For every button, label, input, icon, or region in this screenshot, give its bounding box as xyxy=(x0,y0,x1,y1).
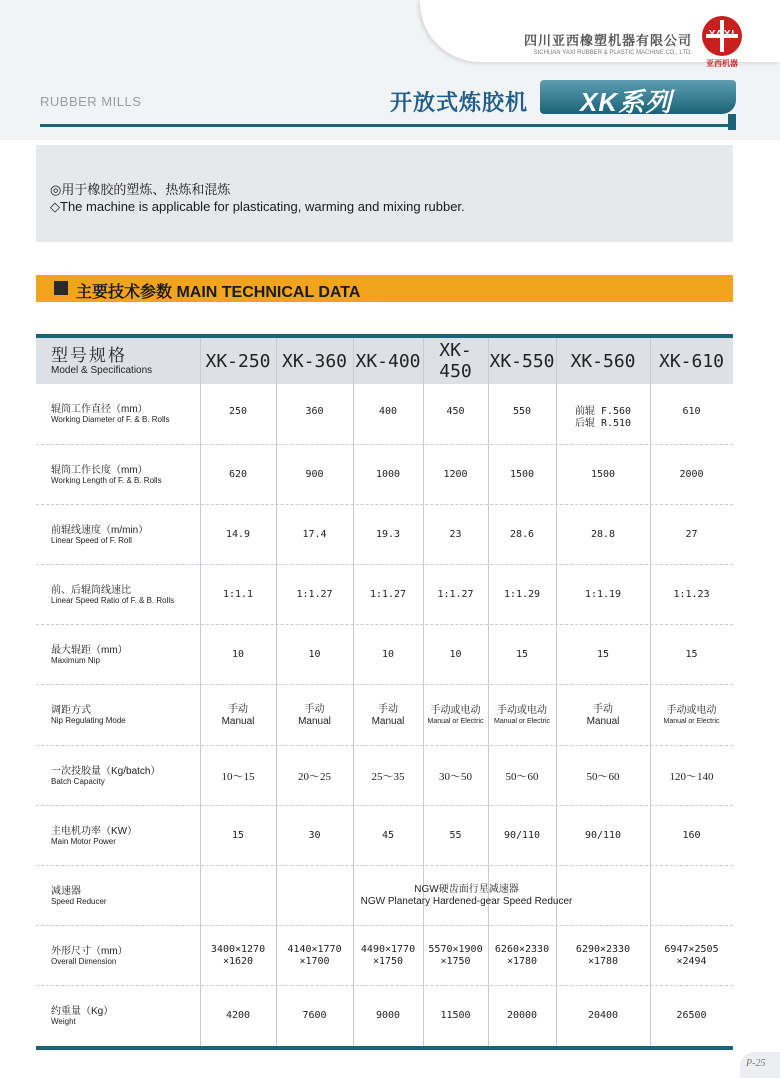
value-en: Manual xyxy=(371,715,405,727)
value-cell xyxy=(276,746,353,806)
value: 160 xyxy=(682,830,701,841)
logo-caption: 亚西机器 xyxy=(706,59,738,68)
value-cn: 手动或电动 xyxy=(497,705,547,716)
company-name xyxy=(500,30,692,56)
value-cell xyxy=(353,625,423,685)
merged-cell-en: NGW Planetary Hardened-gear Speed Reducer xyxy=(360,896,573,907)
value: 15 xyxy=(596,649,610,660)
value-cell xyxy=(353,986,423,1046)
value-cell xyxy=(353,806,423,866)
value: 550 xyxy=(512,406,532,417)
model-header-cell: XK-610 xyxy=(658,350,725,372)
value-cell xyxy=(353,926,423,986)
model-header-cell: XK-250 xyxy=(205,350,271,372)
header-label-cell xyxy=(36,338,200,384)
value-cell xyxy=(276,384,353,445)
value-cell xyxy=(423,926,488,986)
value: 15 xyxy=(685,649,698,660)
page-title: 开放式炼胶机 xyxy=(390,90,529,115)
value: 28.6 xyxy=(509,529,535,540)
value-cell xyxy=(423,685,488,746)
value: 26500 xyxy=(676,1010,707,1021)
value: 1:1.23 xyxy=(673,589,710,600)
value-cn: 手动或电动 xyxy=(430,705,481,716)
value-cn: 手动 xyxy=(228,703,248,715)
value: 1500 xyxy=(590,469,616,480)
value: 55 xyxy=(449,830,462,841)
value: 2000 xyxy=(679,469,704,480)
value-cell xyxy=(488,926,556,986)
value: 10～15 xyxy=(221,771,255,783)
merged-cell-cn: NGW硬齿面行星减速器 xyxy=(414,884,519,895)
value-cell xyxy=(650,926,733,986)
value-cell xyxy=(650,505,733,565)
section-label: RUBBER MILLS xyxy=(40,94,142,109)
dimension-line2: ×1620 xyxy=(222,956,254,967)
logo-text: YAXI xyxy=(708,29,736,40)
row-label-cn: 减速器 xyxy=(51,886,81,897)
value-cell xyxy=(650,565,733,625)
row-label-en: Maximum Nip xyxy=(51,656,100,665)
value: 10 xyxy=(308,649,321,660)
value-cell xyxy=(200,505,276,565)
value-cell xyxy=(276,445,353,505)
value-cell xyxy=(556,746,650,806)
value: 1:1.29 xyxy=(503,589,541,600)
value-cell xyxy=(423,625,488,685)
value-cell xyxy=(556,384,650,445)
value-cell xyxy=(650,685,733,746)
value: 14.9 xyxy=(225,529,251,540)
value-cell xyxy=(488,986,556,1046)
value-cell xyxy=(556,926,650,986)
value: 27 xyxy=(685,529,698,540)
value: 30 xyxy=(308,830,321,841)
value-cell xyxy=(488,565,556,625)
row-label-cn: 前辊线速度（m/min） xyxy=(51,525,149,536)
dimension-line1: 6290×2330 xyxy=(575,944,631,955)
row-label-cn: 前、后辊筒线速比 xyxy=(51,585,131,596)
header-label-en: Model & Specifications xyxy=(51,364,153,376)
row-label-en: Nip Regulating Mode xyxy=(51,716,126,725)
intro-line-en: ◇The machine is applicable for plasticating, warming and mixing rubber. xyxy=(50,199,465,214)
value-cell xyxy=(556,685,650,746)
row-label-en: Linear Speed Ratio of F. & B. Rolls xyxy=(51,596,175,605)
value-cell xyxy=(353,384,423,445)
value: 20～25 xyxy=(298,771,331,783)
dimension-line2: ×1780 xyxy=(506,956,538,967)
value: 4200 xyxy=(225,1010,251,1021)
value: 10 xyxy=(231,649,245,660)
intro-box xyxy=(36,145,733,242)
square-bullet-icon xyxy=(54,281,68,295)
section-title: 主要技术参数 MAIN TECHNICAL DATA xyxy=(76,284,361,301)
row-label-cn: 外形尺寸（mm） xyxy=(51,946,128,957)
value-en: Manual or Electric xyxy=(663,718,720,725)
model-header-cell: XK-550 xyxy=(489,350,555,372)
value: 17.4 xyxy=(302,529,327,540)
header-label-cn: 型号规格 xyxy=(51,345,127,365)
row-label-en: Overall Dimension xyxy=(51,957,117,966)
value: 450 xyxy=(446,406,465,417)
row-label-cn: 调距方式 xyxy=(51,705,91,716)
row-label xyxy=(51,525,148,545)
page-number-tab xyxy=(740,1052,780,1078)
value: 前辊 F.560 xyxy=(574,406,632,417)
value-cell xyxy=(488,384,556,445)
value: 1:1.27 xyxy=(296,589,333,600)
value-cell xyxy=(488,746,556,806)
row-label-cn: 辊筒工作长度（mm） xyxy=(51,465,148,476)
merged-cell xyxy=(200,866,733,926)
company-logo xyxy=(702,16,742,56)
intro-line-cn: ◎用于橡胶的塑炼、热炼和混炼 xyxy=(50,182,231,197)
page-number: P-25 xyxy=(746,1058,766,1069)
value-cn: 手动或电动 xyxy=(666,705,717,716)
value-cell xyxy=(650,384,733,445)
dimension-line2: ×1700 xyxy=(299,956,330,967)
value: 50～60 xyxy=(505,771,539,783)
value: 28.8 xyxy=(590,529,616,540)
value-cell xyxy=(556,505,650,565)
value-cell xyxy=(488,505,556,565)
table-bottom-bar xyxy=(36,1046,733,1050)
value: 20000 xyxy=(506,1010,538,1021)
value: 400 xyxy=(378,406,398,417)
value: 1:1.27 xyxy=(437,589,474,600)
row-label xyxy=(51,1006,113,1026)
value-cell xyxy=(556,445,650,505)
header-rule-end xyxy=(728,114,736,130)
value-en: Manual xyxy=(298,715,331,727)
value-en: Manual xyxy=(221,715,255,727)
value-cell xyxy=(353,746,423,806)
value-cell xyxy=(423,746,488,806)
value-cell xyxy=(276,625,353,685)
model-header-cell: XK-450 xyxy=(439,340,472,382)
model-header-cell: XK-560 xyxy=(570,350,636,372)
value-cell xyxy=(488,806,556,866)
series-label: XK系列 xyxy=(580,87,673,117)
value: 11500 xyxy=(440,1010,471,1021)
value: 10 xyxy=(449,649,462,660)
dimension-line2: ×2494 xyxy=(676,956,707,967)
value-cn: 手动 xyxy=(304,703,325,715)
value-cell xyxy=(353,685,423,746)
value-cell xyxy=(276,685,353,746)
value-cell xyxy=(353,565,423,625)
company-name-en: SICHUAN YAXI RUBBER & PLASTIC MACHINE CO., LTD. xyxy=(533,50,692,56)
value-extra: 后辊 R.510 xyxy=(574,418,632,429)
header-rule xyxy=(40,124,736,127)
value-en: Manual or Electric xyxy=(427,718,484,725)
value-cn: 手动 xyxy=(378,703,398,715)
row-label-cn: 主电机功率（KW） xyxy=(51,826,138,837)
value: 120～140 xyxy=(669,771,714,783)
row-label-en: Main Motor Power xyxy=(51,837,116,846)
row-label xyxy=(51,705,126,725)
value-cell xyxy=(423,565,488,625)
dimension-line2: ×1780 xyxy=(587,956,619,967)
value-cell xyxy=(423,986,488,1046)
value: 45 xyxy=(381,830,395,841)
value-en: Manual xyxy=(586,715,620,727)
row-label xyxy=(51,465,162,485)
dimension-line1: 4490×1770 xyxy=(360,944,416,955)
dimension-line2: ×1750 xyxy=(372,956,404,967)
value-cell xyxy=(200,625,276,685)
value: 15 xyxy=(515,649,529,660)
value: 1:1.1 xyxy=(222,589,254,600)
value-cell xyxy=(353,505,423,565)
row-label xyxy=(51,946,128,966)
value-cell xyxy=(488,445,556,505)
value: 1500 xyxy=(509,469,535,480)
value-cell xyxy=(488,685,556,746)
dimension-line2: ×1750 xyxy=(440,956,471,967)
value: 15 xyxy=(231,830,245,841)
dimension-line1: 6947×2505 xyxy=(664,944,719,955)
value: 1:1.27 xyxy=(369,589,407,600)
row-label-cn: 最大辊距（mm） xyxy=(51,645,128,656)
value-cell xyxy=(650,986,733,1046)
value: 50～60 xyxy=(586,771,620,783)
company-name-cn: 四川亚西橡塑机器有限公司 xyxy=(523,33,692,48)
model-header-cell: XK-360 xyxy=(281,350,348,372)
value-cell xyxy=(200,926,276,986)
value: 1:1.19 xyxy=(584,589,622,600)
row-label-en: Linear Speed of F. Roll xyxy=(51,536,132,545)
value-cn: 手动 xyxy=(593,703,613,715)
row-label xyxy=(51,585,174,605)
row-label-cn: 辊筒工作直径（mm） xyxy=(51,404,148,415)
value-cell xyxy=(276,505,353,565)
series-badge xyxy=(540,80,736,117)
model-header-cell: XK-400 xyxy=(355,350,421,372)
value: 1200 xyxy=(443,469,468,480)
value-en: Manual or Electric xyxy=(493,718,551,725)
value-cell xyxy=(556,986,650,1046)
value: 23 xyxy=(449,529,462,540)
row-label xyxy=(51,404,170,424)
value-cell xyxy=(200,986,276,1046)
value-cell xyxy=(200,685,276,746)
value: 900 xyxy=(305,469,324,480)
row-label-en: Working Length of F. & B. Rolls xyxy=(51,476,162,485)
value: 20400 xyxy=(587,1010,619,1021)
value: 9000 xyxy=(375,1010,401,1021)
row-label-en: Batch Capacity xyxy=(51,777,105,786)
row-label xyxy=(51,645,128,665)
value: 30～50 xyxy=(439,771,472,783)
value: 90/110 xyxy=(584,830,622,841)
value-cell xyxy=(200,746,276,806)
value-cell xyxy=(423,806,488,866)
value: 360 xyxy=(305,406,324,417)
row-label-en: Speed Reducer xyxy=(51,897,107,906)
value-cell xyxy=(276,565,353,625)
value-cell xyxy=(276,806,353,866)
row-label xyxy=(51,886,107,906)
value: 10 xyxy=(381,649,395,660)
dimension-line1: 3400×1270 xyxy=(210,944,266,955)
value-cell xyxy=(650,746,733,806)
value-cell xyxy=(200,565,276,625)
value-cell xyxy=(556,625,650,685)
value-cell xyxy=(200,384,276,445)
value: 620 xyxy=(228,469,248,480)
value-cell xyxy=(276,926,353,986)
value-cell xyxy=(423,445,488,505)
value-cell xyxy=(276,986,353,1046)
value: 610 xyxy=(682,406,701,417)
row-label-cn: 一次投胶量（Kg/batch） xyxy=(51,766,161,777)
row-label xyxy=(51,766,160,786)
value: 90/110 xyxy=(503,830,541,841)
row-label-en: Working Diameter of F. & B. Rolls xyxy=(51,415,170,424)
row-label xyxy=(51,826,137,846)
value-cell xyxy=(488,625,556,685)
value-cell xyxy=(353,445,423,505)
value-cell xyxy=(650,625,733,685)
value: 25～35 xyxy=(371,771,405,783)
value: 7600 xyxy=(302,1010,327,1021)
section-band xyxy=(36,275,733,302)
value-cell xyxy=(556,806,650,866)
value-cell xyxy=(200,806,276,866)
value-cell xyxy=(423,505,488,565)
dimension-line1: 6260×2330 xyxy=(494,944,550,955)
row-label-en: Weight xyxy=(51,1017,76,1026)
dimension-line1: 4140×1770 xyxy=(287,944,342,955)
value-cell xyxy=(200,445,276,505)
value-cell xyxy=(423,384,488,445)
value: 1000 xyxy=(375,469,401,480)
dimension-line1: 5570×1900 xyxy=(428,944,483,955)
value: 250 xyxy=(228,406,248,417)
value-cell xyxy=(650,445,733,505)
value-cell xyxy=(556,565,650,625)
value: 19.3 xyxy=(375,529,401,540)
value-cell xyxy=(650,806,733,866)
row-label-cn: 约重量（Kg） xyxy=(51,1006,114,1017)
